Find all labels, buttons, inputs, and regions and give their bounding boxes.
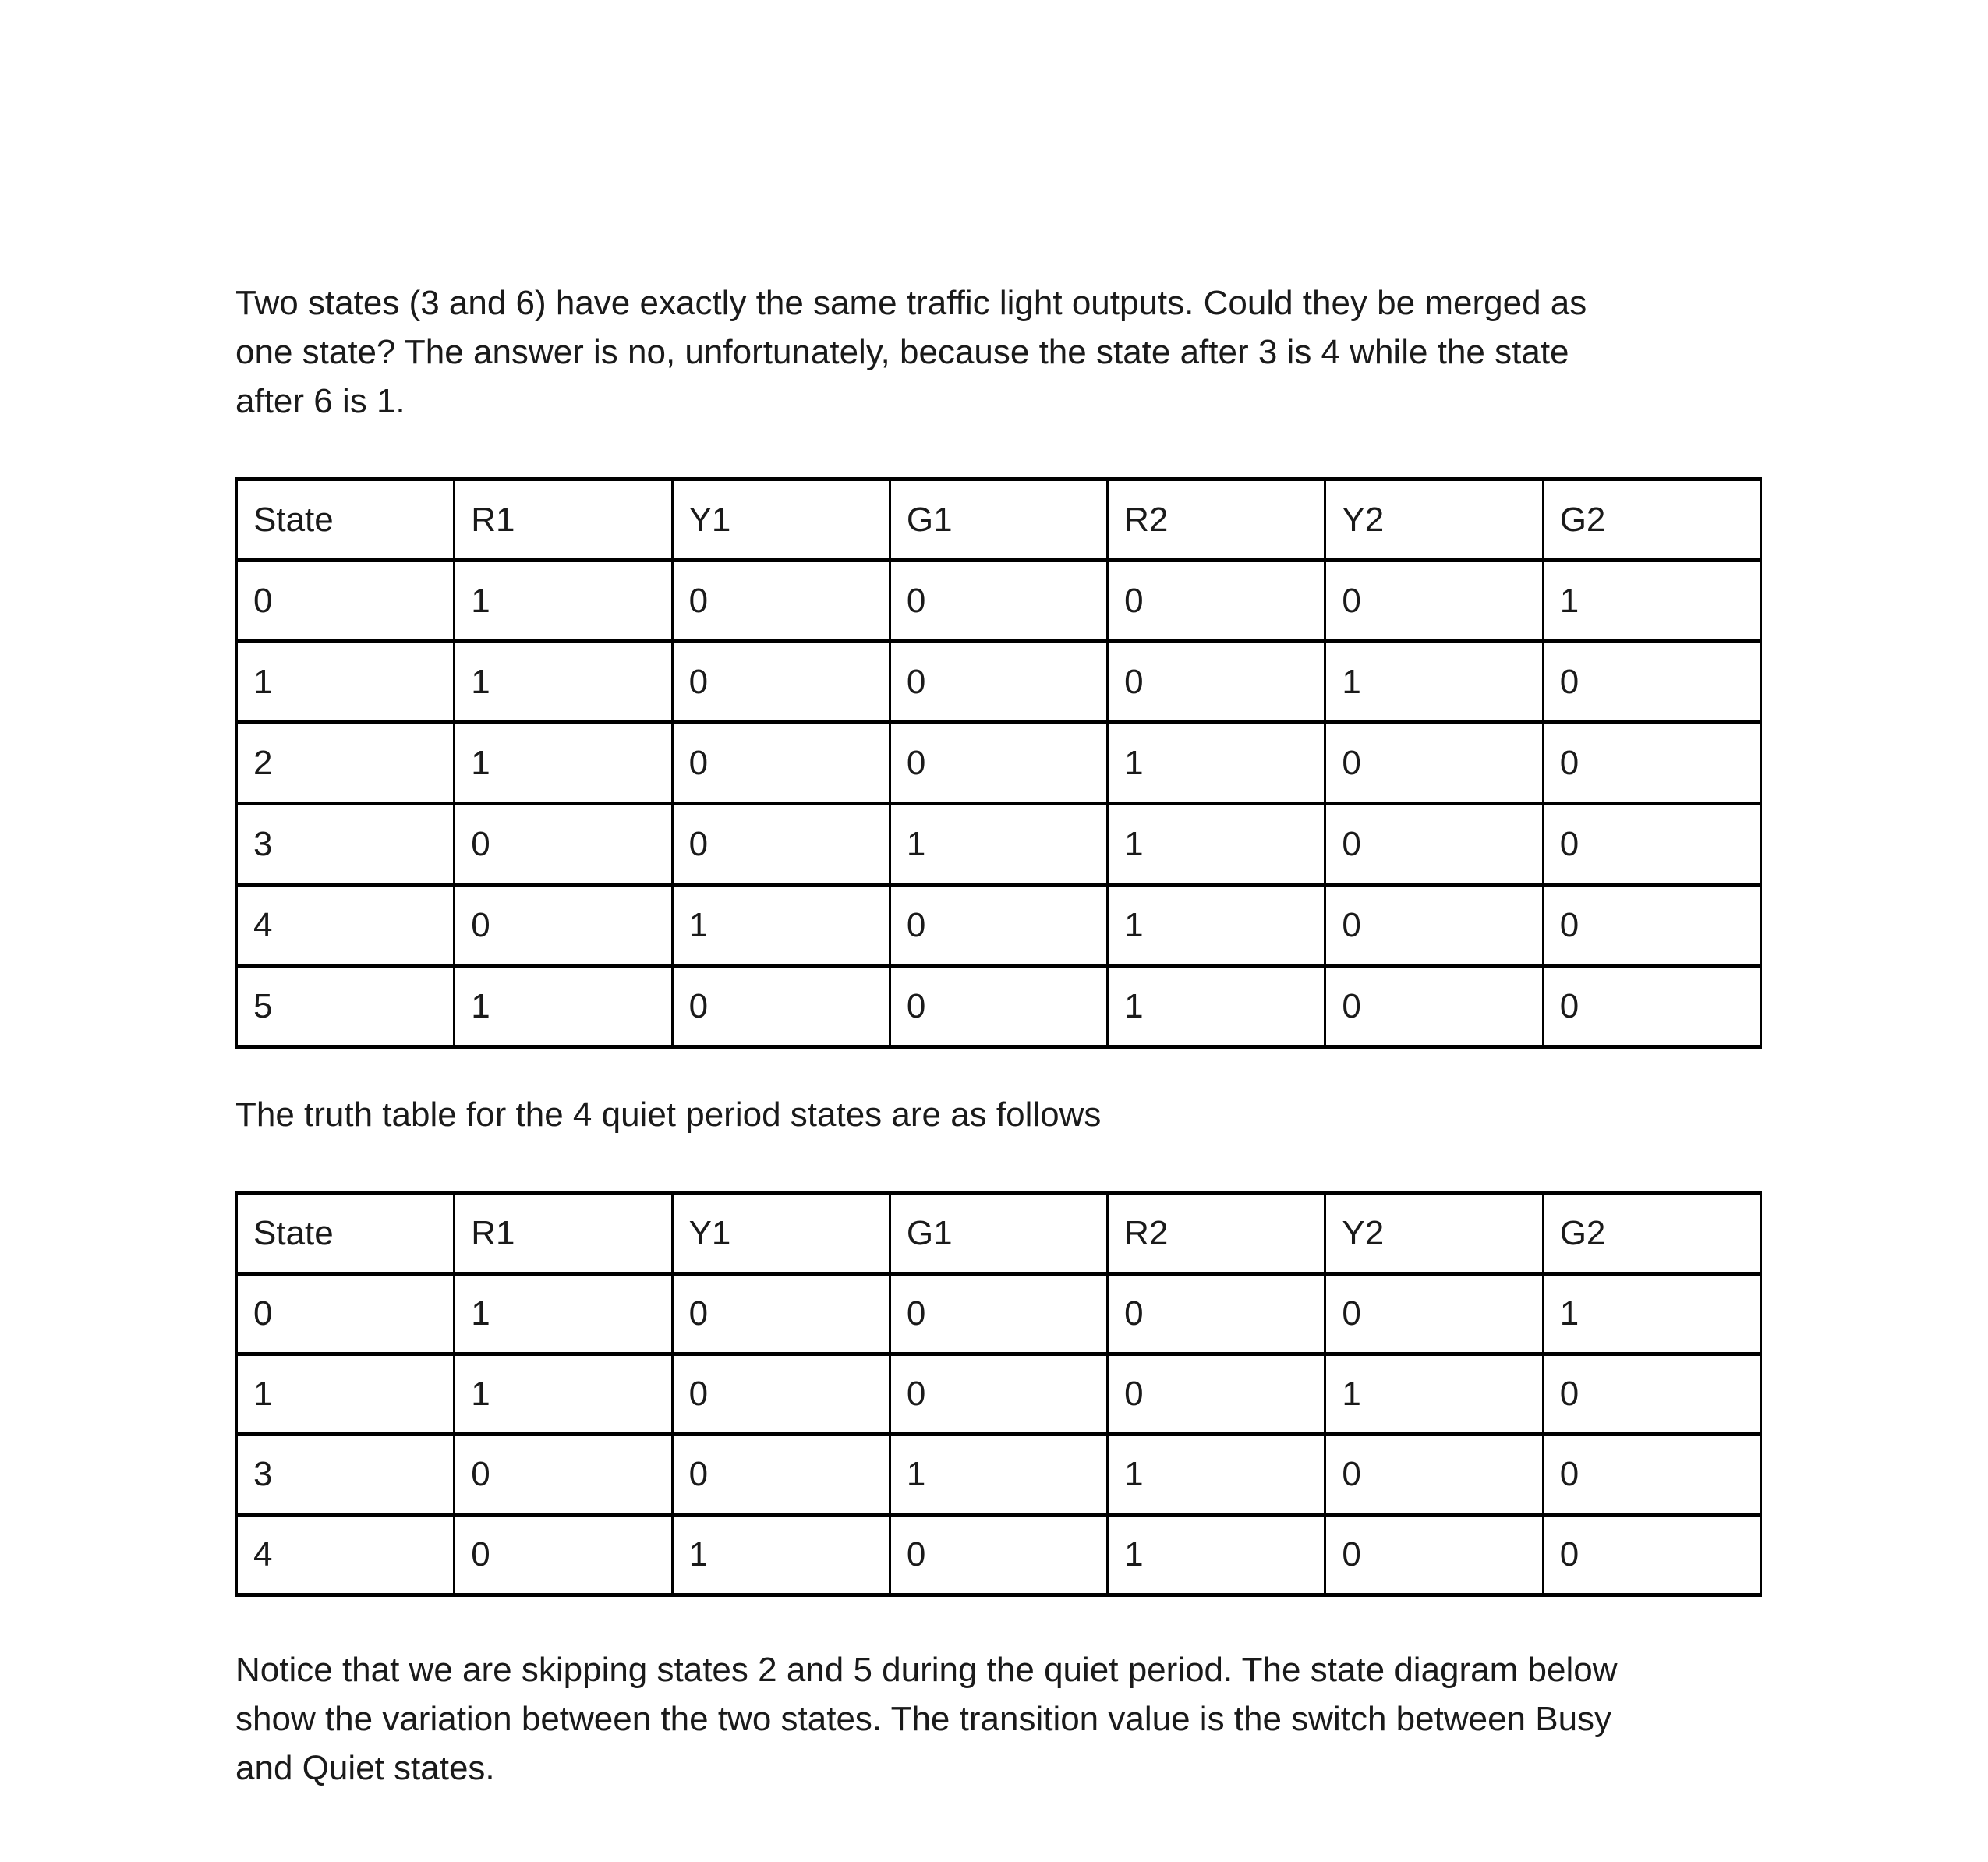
table-cell: 3 (237, 1435, 455, 1515)
table-cell: 0 (455, 885, 672, 966)
table-row (237, 885, 1761, 966)
table-cell: 0 (672, 723, 890, 804)
table-cell: 0 (890, 723, 1107, 804)
header-cell: R1 (455, 1194, 672, 1274)
header-cell: R2 (1108, 480, 1325, 561)
table-cell: 0 (1543, 966, 1760, 1047)
table-row (237, 1354, 1761, 1435)
table-row (237, 966, 1761, 1047)
table-cell: 0 (1108, 642, 1325, 723)
table-cell: 1 (455, 1274, 672, 1354)
table-cell: 1 (672, 1515, 890, 1595)
header-row (237, 1194, 1761, 1274)
table-row (237, 642, 1761, 723)
table-cell: 0 (890, 642, 1107, 723)
table-cell: 0 (455, 804, 672, 885)
table-cell: 1 (1108, 885, 1325, 966)
table-cell: 0 (237, 561, 455, 642)
table-cell: 0 (890, 1274, 1107, 1354)
table-cell: 0 (672, 1435, 890, 1515)
table-cell: 1 (672, 885, 890, 966)
table-cell: 0 (672, 1274, 890, 1354)
paragraph-skip-states (235, 1645, 1617, 1793)
header-cell: Y2 (1325, 480, 1543, 561)
table-row (237, 561, 1761, 642)
quiet-table-caption (235, 1090, 1101, 1139)
text-line: one state? The answer is no, unfortunately, because the state after 3 is 4 while the state (235, 333, 1569, 371)
table-cell: 0 (1325, 561, 1543, 642)
table-cell: 1 (237, 642, 455, 723)
table-cell: 0 (455, 1515, 672, 1595)
table-cell: 0 (1543, 804, 1760, 885)
header-cell: G1 (890, 1194, 1107, 1274)
header-cell: Y1 (672, 1194, 890, 1274)
header-cell: State (237, 1194, 455, 1274)
header-cell: G1 (890, 480, 1107, 561)
table-cell: 1 (1108, 1515, 1325, 1595)
table-cell: 5 (237, 966, 455, 1047)
table-cell: 1 (455, 561, 672, 642)
table-row (237, 1274, 1761, 1354)
table-cell: 0 (1325, 966, 1543, 1047)
table-cell: 0 (1543, 723, 1760, 804)
text-line: The truth table for the 4 quiet period states are as follows (235, 1096, 1102, 1134)
header-row (237, 480, 1761, 561)
table-cell: 0 (890, 966, 1107, 1047)
table-cell: 0 (1325, 723, 1543, 804)
table-cell: 1 (1108, 966, 1325, 1047)
table-cell: 0 (890, 1515, 1107, 1595)
header-cell: Y2 (1325, 1194, 1543, 1274)
table-cell: 0 (1543, 642, 1760, 723)
table-row (237, 804, 1761, 885)
table-row (237, 1515, 1761, 1595)
table-cell: 0 (1543, 1435, 1760, 1515)
table-cell: 0 (1543, 1515, 1760, 1595)
table-cell: 0 (1325, 1435, 1543, 1515)
table-cell: 0 (1325, 804, 1543, 885)
table-cell: 0 (1108, 561, 1325, 642)
table-cell: 0 (890, 561, 1107, 642)
table-cell: 4 (237, 1515, 455, 1595)
table-cell: 1 (1543, 1274, 1760, 1354)
table-cell: 0 (672, 642, 890, 723)
table-cell: 0 (1325, 1274, 1543, 1354)
table-cell: 0 (1108, 1274, 1325, 1354)
table-cell: 0 (1325, 885, 1543, 966)
text-line: Notice that we are skipping states 2 and 5 during the quiet period. The state diagram below (235, 1651, 1618, 1689)
table-cell: 1 (1108, 723, 1325, 804)
text-line: and Quiet states. (235, 1749, 495, 1787)
table-cell: 0 (890, 1354, 1107, 1435)
header-cell: R1 (455, 480, 672, 561)
text-line: after 6 is 1. (235, 382, 405, 420)
header-cell: State (237, 480, 455, 561)
paragraph-merge-question (235, 278, 1587, 426)
table-cell: 1 (455, 1354, 672, 1435)
table-cell: 1 (1108, 804, 1325, 885)
table-cell: 0 (672, 966, 890, 1047)
table-cell: 4 (237, 885, 455, 966)
table-cell: 0 (1325, 1515, 1543, 1595)
table-cell: 1 (455, 642, 672, 723)
table-cell: 1 (237, 1354, 455, 1435)
table-cell: 1 (890, 1435, 1107, 1515)
table-cell: 0 (1108, 1354, 1325, 1435)
table-cell: 1 (890, 804, 1107, 885)
table-cell: 0 (672, 804, 890, 885)
truth-table-busy-states (235, 477, 1762, 1049)
table-cell: 0 (455, 1435, 672, 1515)
table-cell: 2 (237, 723, 455, 804)
text-line: Two states (3 and 6) have exactly the same traffic light outputs. Could they be merged as (235, 284, 1587, 322)
table-cell: 1 (1108, 1435, 1325, 1515)
table-cell: 0 (1543, 1354, 1760, 1435)
table-cell: 0 (890, 885, 1107, 966)
table-cell: 0 (237, 1274, 455, 1354)
truth-table-quiet-states (235, 1191, 1762, 1597)
table-cell: 1 (455, 723, 672, 804)
header-cell: G2 (1543, 480, 1760, 561)
table-row (237, 1435, 1761, 1515)
table-cell: 1 (1543, 561, 1760, 642)
table-cell: 0 (1543, 885, 1760, 966)
text-line: show the variation between the two states. The transition value is the switch between Busy (235, 1700, 1612, 1738)
table-cell: 1 (1325, 642, 1543, 723)
header-cell: G2 (1543, 1194, 1760, 1274)
header-cell: R2 (1108, 1194, 1325, 1274)
table-cell: 1 (455, 966, 672, 1047)
table-row (237, 723, 1761, 804)
table-cell: 1 (1325, 1354, 1543, 1435)
table-cell: 0 (672, 561, 890, 642)
table-cell: 0 (672, 1354, 890, 1435)
header-cell: Y1 (672, 480, 890, 561)
table-cell: 3 (237, 804, 455, 885)
